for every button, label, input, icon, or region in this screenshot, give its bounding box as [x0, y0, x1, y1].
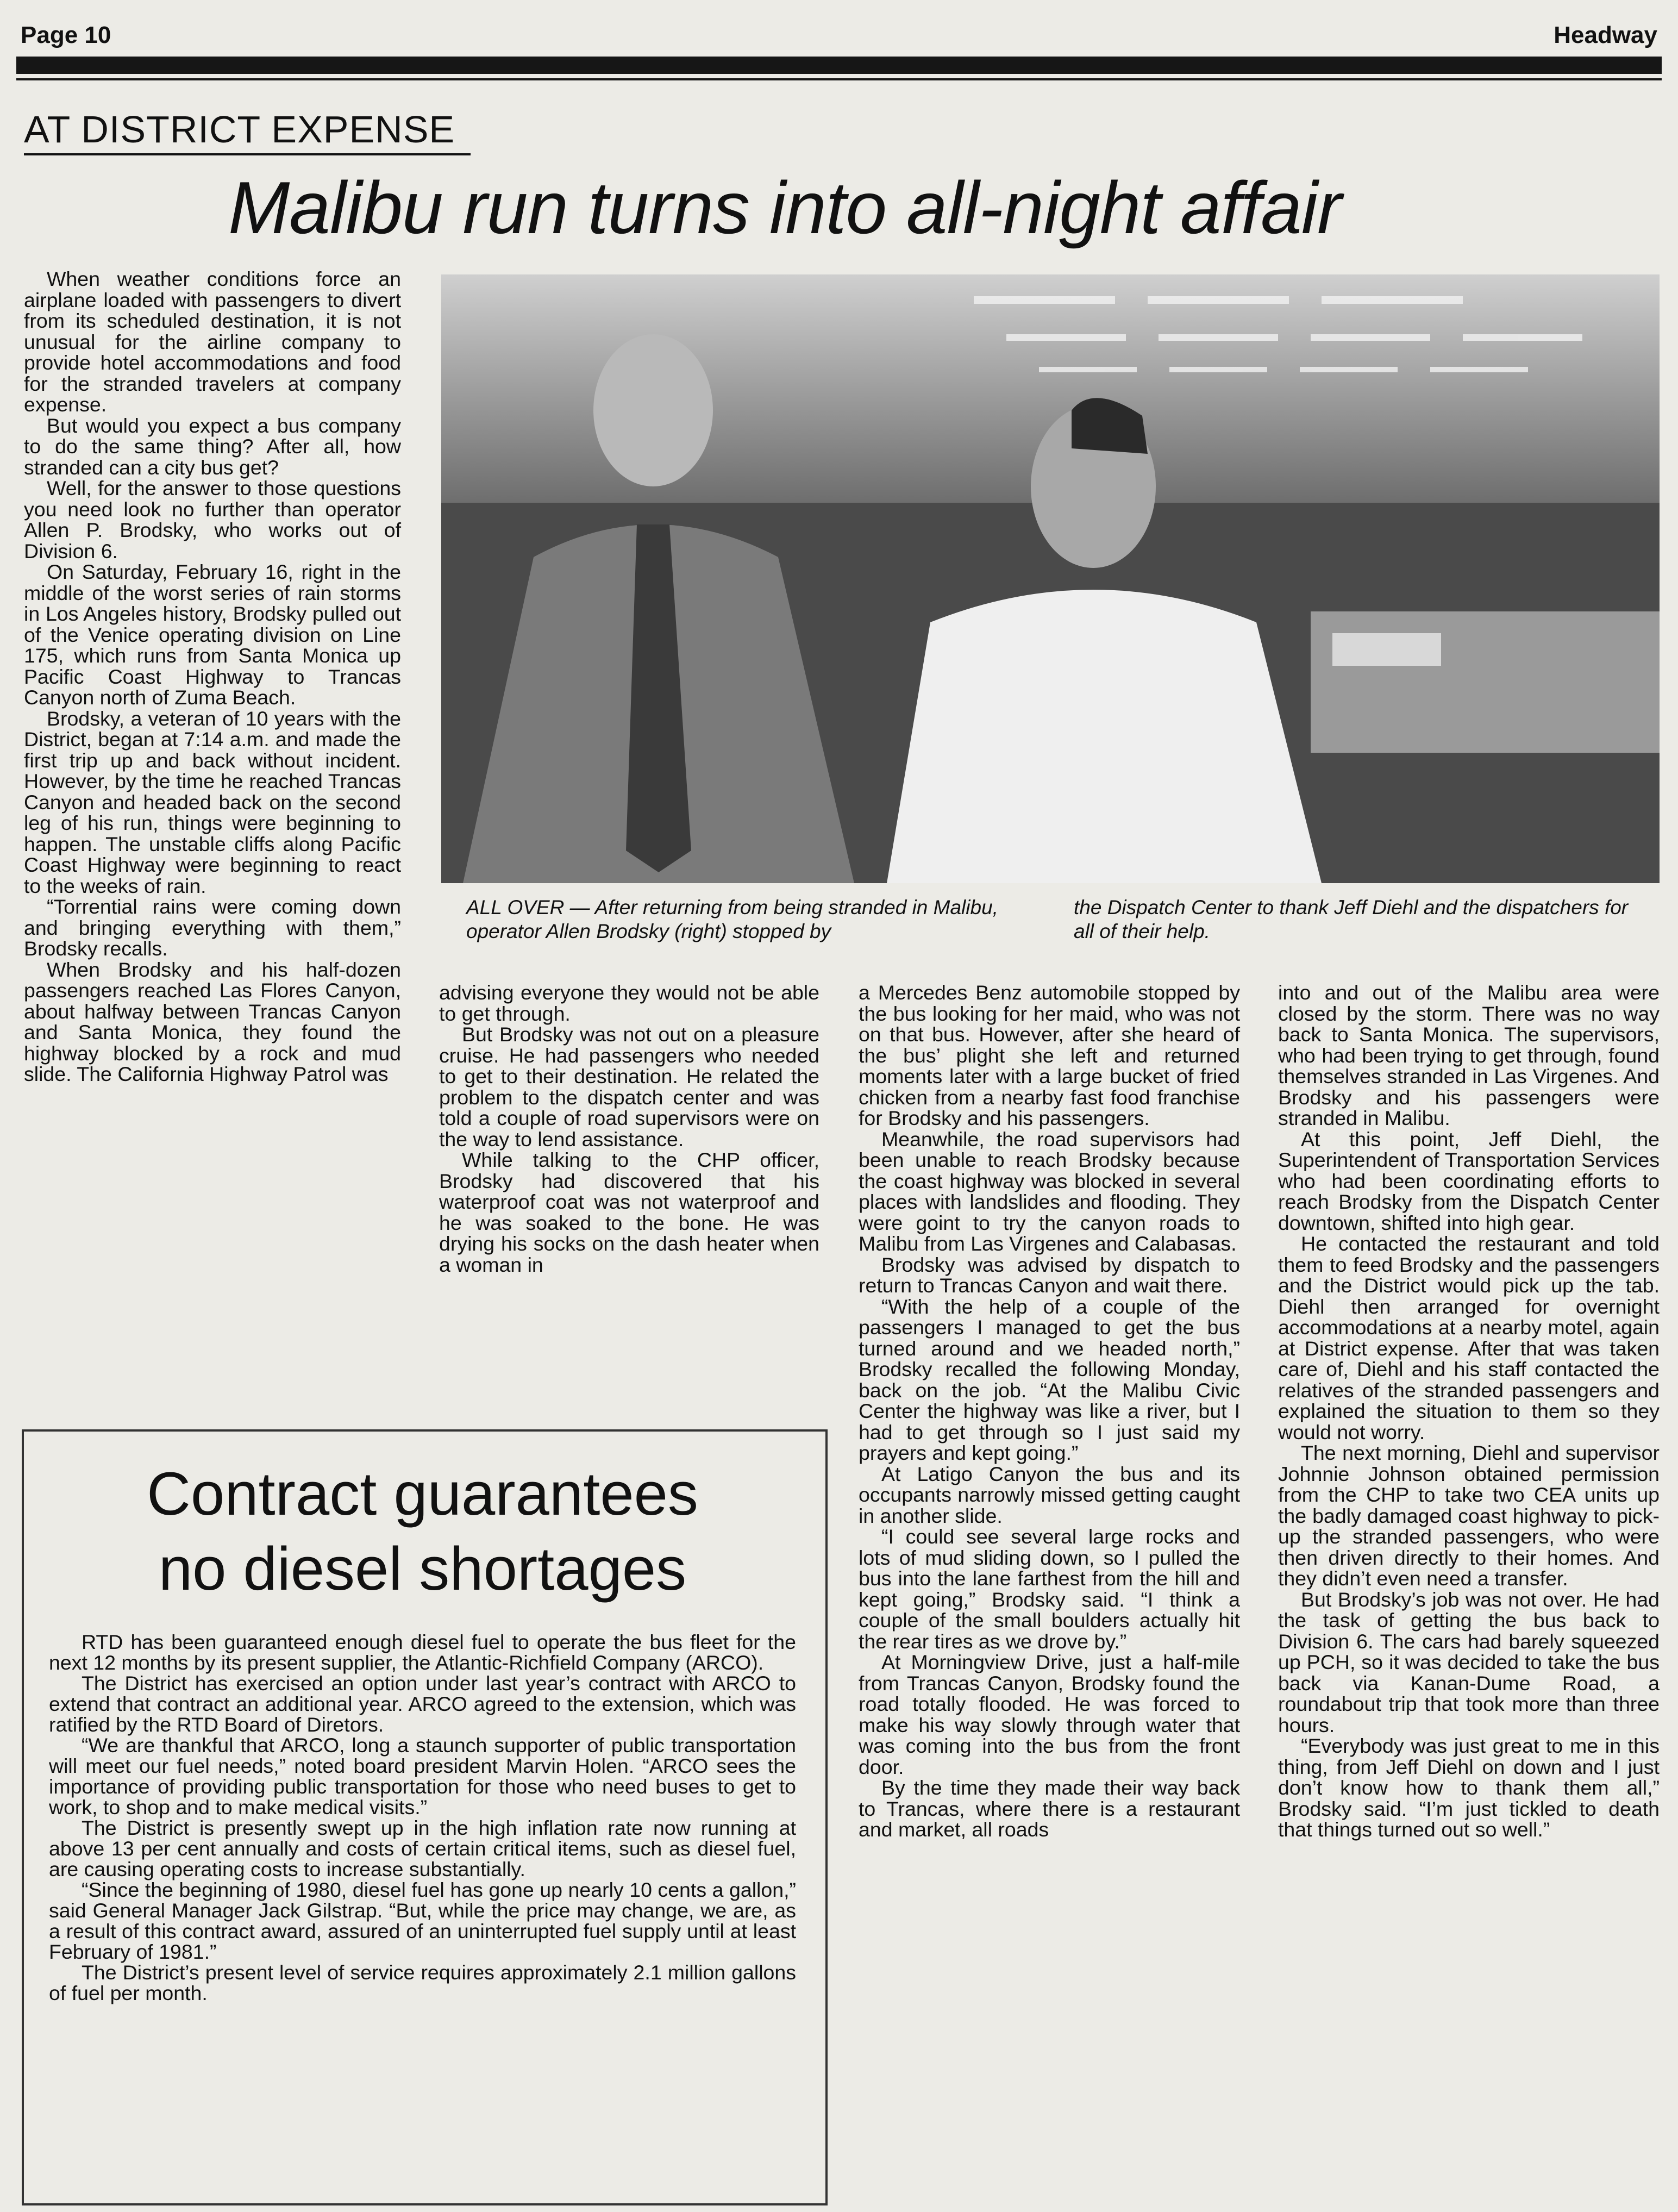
photo-caption-left: ALL OVER — After returning from being stranded in Malibu, operator Allen Brodsky (right) stopped by [466, 896, 998, 942]
paragraph: The next morning, Diehl and supervisor Johnnie Johnson obtained permission from the CHP to take two CEA units up the badly damaged coast highway to pick-up the stranded passengers, who were then driven directly to their homes. And they didn’t even need a transfer. [1278, 1441, 1660, 1590]
paragraph: The District’s present level of service requires approximately 2.1 million gallons of fuel per month. [49, 1961, 796, 2004]
paragraph: On Saturday, February 16, right in the middle of the worst series of rain storms in Los Angeles history, Brodsky pulled out of the Venice operating division on Line 175, which runs from Santa Monica up Pacific Coast Highway to Trancas Canyon north of Zuma Beach. [24, 560, 401, 709]
sidebar-headline [33, 1457, 812, 1607]
photo-illustration [441, 274, 1660, 883]
paragraph: “With the help of a couple of the passengers I managed to get the bus turned around and we headed north,” Brodsky recalled the following Monday, back on the job. “At the Malibu Civic Center the highway was like a river, but I had to get through so I just said my prayers and kept going.” [859, 1295, 1240, 1464]
publication-name: Headway [1554, 22, 1657, 48]
paragraph: “I could see several large rocks and lots of mud sliding down, so I pulled the bus into the lane farthest from the hill and kept going,” Brodsky said. “I think a couple of the small boulders actually hit the rear tires as we drove by.” [859, 1525, 1240, 1653]
article-column-3 [859, 982, 1240, 1840]
sidebar-body [49, 1632, 796, 2003]
kicker-underline [24, 153, 471, 155]
article-kicker: AT DISTRICT EXPENSE [24, 108, 455, 151]
header-rule [16, 57, 1662, 74]
paragraph: Brodsky was advised by dispatch to return to Trancas Canyon and wait there. [859, 1253, 1240, 1297]
paragraph: “Torrential rains were coming down and bringing everything with them,” Brodsky recalls. [24, 895, 401, 960]
paragraph: At this point, Jeff Diehl, the Superintendent of Transportation Services who had been coordinating efforts to reach Brodsky from the Dispatch Center downtown, shifted into high gear. [1278, 1127, 1660, 1234]
photo-caption-right: the Dispatch Center to thank Jeff Diehl and the dispatchers for all of their help. [1074, 896, 1629, 942]
header-rule-thin [16, 78, 1662, 80]
article-photo [441, 274, 1660, 883]
paragraph: advising everyone they would not be able to get through. [439, 981, 819, 1025]
sidebar-headline-line-2: no diesel shortages [158, 1535, 687, 1603]
page-number: Page 10 [21, 22, 111, 48]
paragraph: But Brodsky was not out on a pleasure cruise. He had passengers who needed to get to their destination. He related the problem to the dispatch center and was told a couple of road supervisors were on the way to lend assistance. [439, 1023, 819, 1151]
paragraph: He contacted the restaurant and told them to feed Brodsky and the passengers and the District would pick up the tab. Diehl then arranged for overnight accommodations at a nearby motel, again at District expense. After that was taken care of, Diehl and his staff contacted the relatives of the stranded passengers and explained the situation to them so they would not worry. [1278, 1232, 1660, 1444]
paragraph: “Everybody was just great to me in this thing, from Jeff Diehl on down and I just don’t know how to thank them all,” Brodsky said. “I’m just tickled to death that things turned out so well.” [1278, 1734, 1660, 1841]
paragraph: Meanwhile, the road supervisors had been unable to reach Brodsky because the coast highway was blocked in several places with landslides and flooding. They were goint to try the canyon roads to Malibu from Las Virgenes and Calabasas. [859, 1127, 1240, 1255]
paragraph: When weather conditions force an airplane loaded with passengers to divert from its scheduled destination, it is not unusual for the airline company to provide hotel accommodations and food for the stranded travelers at company expense. [24, 267, 401, 416]
paragraph: But Brodsky’s job was not over. He had the task of getting the bus back to Division 6. The cars had barely squeezed up PCH, so it was decided to take the bus back via Kanan-Dume Road, a roundabout trip that took more than three hours. [1278, 1588, 1660, 1736]
sidebar-headline-line-1: Contract guarantees [147, 1460, 698, 1528]
paragraph: The District is presently swept up in the high inflation rate now running at above 13 per cent annually and costs of certain critical items, such as diesel fuel, are causing operating costs to increase substantially. [49, 1816, 796, 1880]
paragraph: “We are thankful that ARCO, long a staunch supporter of public transportation will meet our fuel needs,” noted board president Marvin Holen. “ARCO sees the importance of providing public transportation for those who need buses to get to work, to shop and to make medical visits.” [49, 1734, 796, 1819]
paragraph: At Morningview Drive, just a half-mile from Trancas Canyon, Brodsky found the road totally flooded. He was forced to make his way slowly through water that was coming into the bus from the front door. [859, 1651, 1240, 1778]
article-headline: Malibu run turns into all-night affair [228, 166, 1342, 249]
paragraph: Well, for the answer to those questions you need look no further than operator Allen P. Brodsky, who works out of Division 6. [24, 477, 401, 563]
article-column-4 [1278, 982, 1660, 1840]
paragraph: By the time they made their way back to Trancas, where there is a restaurant and market, all roads [859, 1776, 1240, 1841]
paragraph: But would you expect a bus company to do the same thing? After all, how stranded can a city bus get? [24, 414, 401, 479]
paragraph: At Latigo Canyon the bus and its occupants narrowly missed getting caught in another slide. [859, 1462, 1240, 1527]
paragraph: The District has exercised an option under last year’s contract with ARCO to extend that contract an additional year. ARCO agreed to the extension, which was ratified by the RTD Board of Diretors. [49, 1672, 796, 1736]
paragraph: Brodsky, a veteran of 10 years with the District, began at 7:14 a.m. and made the first trip up and back without incident. However, by the time he reached Trancas Canyon and headed back on the second leg of his run, things were beginning to happen. The unstable cliffs along Pacific Coast Highway were beginning to react to the weeks of rain. [24, 707, 401, 897]
paragraph: a Mercedes Benz automobile stopped by the bus looking for her maid, who was not on that bus. However, after she heard of the bus’ plight she left and returned moments later with a large bucket of fried chicken from a nearby fast food franchise for Brodsky and his passengers. [859, 981, 1240, 1129]
article-column-1 [24, 268, 401, 1085]
paragraph: RTD has been guaranteed enough diesel fuel to operate the bus fleet for the next 12 months by its present supplier, the Atlantic-Richfield Company (ARCO). [49, 1630, 796, 1674]
paragraph: While talking to the CHP officer, Brodsky had discovered that his waterproof coat was not waterproof and he was soaked to the bone. He was drying his socks on the dash heater when a woman in [439, 1148, 819, 1276]
paragraph: into and out of the Malibu area were closed by the storm. There was no way back to Santa Monica. The supervisors, who had been trying to get through, found themselves stranded in Las Virgenes. And Brodsky and his passengers were stranded in Malibu. [1278, 981, 1660, 1129]
paragraph: “Since the beginning of 1980, diesel fuel has gone up nearly 10 cents a gallon,” said General Manager Jack Gilstrap. “But, while the price may change, we are, as a result of this contract award, assured of an uninterrupted fuel supply until at least February of 1981.” [49, 1878, 796, 1963]
paragraph: When Brodsky and his half-dozen passengers reached Las Flores Canyon, about halfway between Trancas Canyon and Santa Monica, they found the highway blocked by a rock and mud slide. The California Highway Patrol was [24, 958, 401, 1085]
article-column-2 [439, 982, 819, 1275]
